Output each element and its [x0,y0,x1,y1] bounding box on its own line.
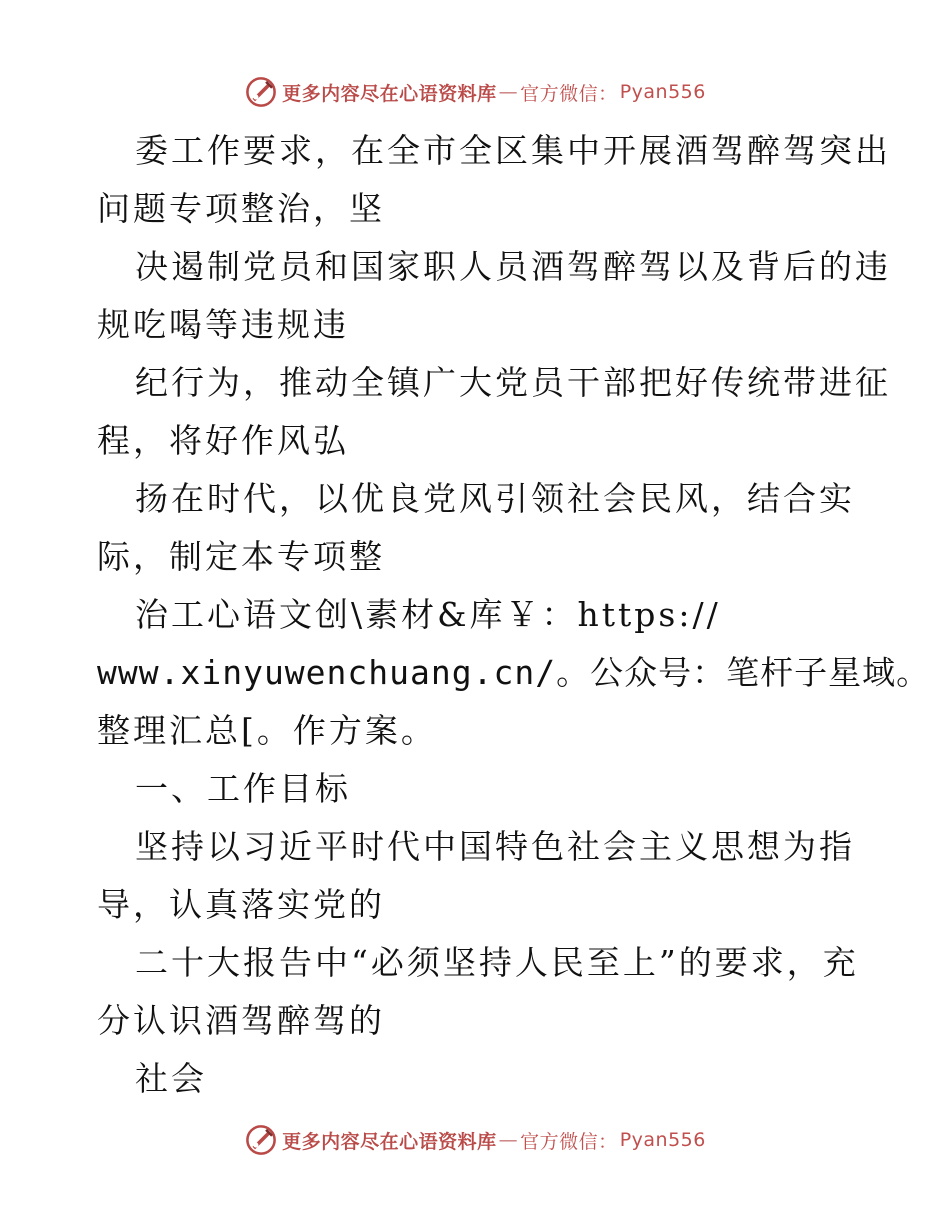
header-wechat-id: Pyan556 [619,81,706,103]
body-line: 际，制定本专项整 [97,537,385,576]
header-banner [0,72,950,112]
document-body [97,122,931,1108]
body-line: 二十大报告中“必须坚持人民至上”的要求，充 [135,943,859,982]
footer-separator: — [498,1129,519,1151]
header-separator: — [498,81,519,103]
footer-wechat-id: Pyan556 [619,1129,706,1151]
brand-logo-icon [244,1123,278,1157]
header-brand-text: 更多内容尽在心语资料库 [282,82,497,105]
section-heading: 一、工作目标 [135,769,351,808]
body-line: 整理汇总[。作方案。 [97,711,437,750]
body-line: www.xinyuwenchuang.cn/。公众号：笔杆子星域。 [97,653,931,692]
footer-brand-text: 更多内容尽在心语资料库 [282,1130,497,1153]
body-line: 社会 [135,1059,207,1098]
body-line: 委工作要求，在全市全区集中开展酒驾醉驾突出 [135,131,891,170]
footer-banner [0,1120,950,1160]
brand-logo-icon [244,75,278,109]
body-line: 规吃喝等违规违 [97,305,349,344]
body-line: 导，认真落实党的 [97,885,385,924]
body-line: 扬在时代，以优良党风引领社会民风，结合实 [135,479,855,518]
body-line: 问题专项整治，坚 [97,189,385,228]
body-line: 决遏制党员和国家职人员酒驾醉驾以及背后的违 [135,247,891,286]
body-line: 治工心语文创\素材&库￥：https:// [135,595,721,634]
body-line: 程，将好作风弘 [97,421,349,460]
body-line: 分认识酒驾醉驾的 [97,1001,385,1040]
body-line: 纪行为，推动全镇广大党员干部把好传统带进征 [135,363,891,402]
header-wechat-label: 官方微信： [520,82,618,105]
footer-wechat-label: 官方微信： [520,1130,618,1153]
body-line: 坚持以习近平时代中国特色社会主义思想为指 [135,827,855,866]
